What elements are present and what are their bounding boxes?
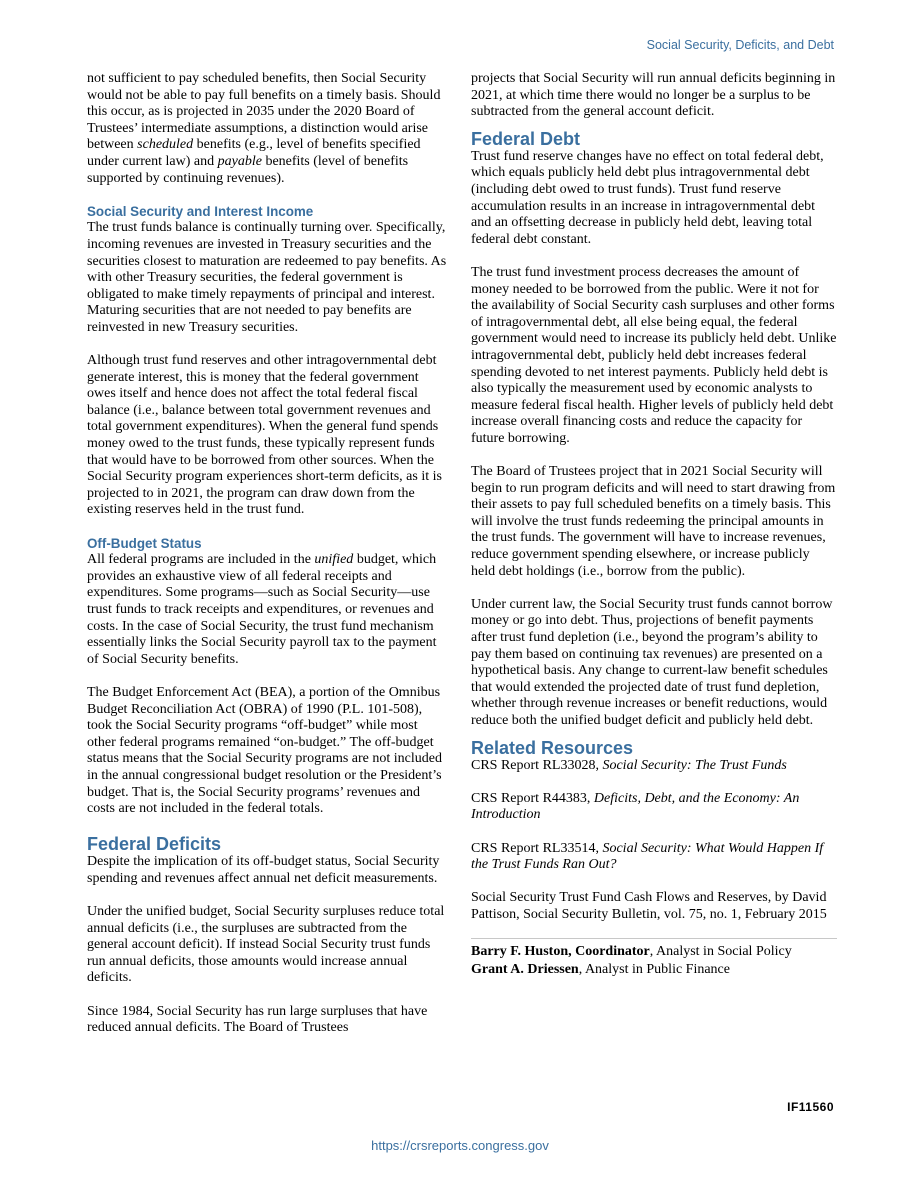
author-role: , Analyst in Social Policy: [649, 943, 792, 959]
author-role: , Analyst in Public Finance: [578, 961, 730, 977]
author-divider: [471, 938, 837, 939]
resource-title[interactable]: Social Security: What Would Happen If the Trust Funds Ran Out?: [471, 840, 824, 873]
author-line: [471, 961, 837, 979]
resource-title[interactable]: Deficits, Debt, and the Economy: An Introduction: [471, 790, 800, 823]
debt-paragraph-3: The Board of Trustees project that in 2021 Social Security will begin to run program deficits and will need to start drawing from their assets to pay full scheduled benefits on a timely basis. This will involve the trust funds redeeming the principal amounts in the trust funds. The government will have to increase revenues, reduce government spending elsewhere, or increase publicly held debt holdings (i.e., borrow from the public).: [471, 464, 836, 579]
author-line: [471, 943, 837, 961]
resource-item[interactable]: [471, 890, 837, 923]
intro-em-payable: payable: [217, 153, 262, 169]
heading-related-resources: Related Resources: [471, 737, 634, 758]
intro-text-a: not sufficient to pay scheduled benefits, then Social Security would not be able to pay full benefits on a timely basis. Should this occur, as is projected in 2035 under the 2020 Board of Trustees’ intermediate assumptions, a distinction would arise between: [87, 71, 441, 153]
off-budget-text-b: budget, which provides an exhaustive view of all federal receipts and expenditures. Some programs—such as Social Security—use trust funds to track receipts and expenditures, or revenues and costs. In the case of Social Security, the trust fund mechanism essentially links the Social Security payroll tax to the payment of Social Security benefits.: [87, 552, 437, 667]
right-column: [471, 71, 837, 979]
author-name: Grant A. Driessen: [471, 961, 579, 977]
debt-paragraph-1: Trust fund reserve changes have no effect on total federal debt, which equals publicly held debt plus intragovernmental debt (including debt owed to trust funds). Trust fund reserve accumulation results in an increase in intragovernmental debt and an offsetting decrease in publicly held debt, leaving total federal debt constant.: [471, 148, 824, 247]
resource-prefix: CRS Report R44383,: [471, 790, 594, 806]
resource-title[interactable]: Social Security: The Trust Funds: [602, 757, 787, 773]
resource-item[interactable]: [471, 758, 837, 775]
heading-off-budget: Off-Budget Status: [87, 535, 202, 551]
debt-paragraph-2: The trust fund investment process decreases the amount of money needed to be borrowed from the public. Were it not for the availability of Social Security cash surpluses and other forms of intragovernmental debt, all else being equal, the federal government would need to increase its publicly held debt. Unlike intragovernmental debt, publicly held debt increases federal spending devoted to net interest payments. Publicly held debt is also typically the measurement used by economic analysts to measure federal fiscal health. Higher levels of publicly held debt increase overall financing costs and reduce the capacity for future borrowing.: [471, 264, 837, 446]
resources-list: [471, 758, 837, 924]
off-budget-paragraph-2: The Budget Enforcement Act (BEA), a portion of the Omnibus Budget Reconciliation Act (OBRA) of 1990 (P.L. 101-508), took the Social Security programs “off-budget” while most other federal programs remained “on-budget.” The off-budget status means that the Social Security programs are not included in the annual congressional budget resolution or the President’s budget. That is, the Social Security programs’ revenues and costs are not included in the federal totals.: [87, 684, 442, 817]
running-header: Social Security, Deficits, and Debt: [646, 38, 834, 52]
left-column: [87, 71, 449, 1037]
interest-paragraph-2: Although trust fund reserves and other intragovernmental debt generate interest, this is money that the federal government owes itself and hence does not affect the total federal fiscal balance (i.e., balance between total government revenues and total government expenditures). When the general fund spends money owed to the trust funds, these typically represent funds that would have to be borrowed from other sources. When the Social Security program experiences short-term deficits, as it is projected to in 2021, the program can draw down from the existing reserves held in the trust fund.: [87, 353, 442, 518]
off-budget-em-unified: unified: [314, 552, 354, 568]
intro-text-b: benefits (e.g., level of benefits specified under current law) and: [87, 137, 421, 169]
continued-paragraph: projects that Social Security will run annual deficits beginning in 2021, at which time there would no longer be a surplus to be subtracted from the general account deficit.: [471, 71, 836, 120]
heading-interest-income: Social Security and Interest Income: [87, 203, 314, 219]
deficits-paragraph-2: Under the unified budget, Social Security surpluses reduce total annual deficits (i.e., the surpluses are subtracted from the general account deficit). If instead Social Security trust funds run annual deficits, those amounts would increase annual deficits.: [87, 904, 445, 986]
authors-block: [471, 943, 837, 979]
resource-item[interactable]: [471, 791, 837, 824]
resource-item[interactable]: [471, 841, 837, 874]
resource-prefix: CRS Report RL33514,: [471, 840, 603, 856]
intro-em-scheduled: scheduled: [137, 137, 194, 153]
intro-paragraph: [87, 71, 449, 187]
heading-federal-deficits: Federal Deficits: [87, 834, 222, 855]
document-id: IF11560: [787, 1100, 834, 1114]
heading-federal-debt: Federal Debt: [471, 128, 581, 149]
deficits-paragraph-3: Since 1984, Social Security has run large surpluses that have reduced annual deficits. The Board of Trustees: [87, 1003, 428, 1036]
off-budget-paragraph-1: [87, 552, 449, 668]
debt-paragraph-4: Under current law, the Social Security trust funds cannot borrow money or go into debt. Thus, projections of benefit payments after trust fund depletion (i.e., beyond the program’s ability to pay them based on continuing tax revenues) are presented on a hypothetical basis. Any change to current-law benefit schedules that would extended the projected date of trust fund depletion, whether through revenue increases or benefit reductions, would reduce both the unified budget deficit and publicly held debt.: [471, 596, 833, 728]
resource-prefix: Social Security Trust Fund Cash Flows and Reserves, by David Pattison, Social Security Bulletin, vol. 75, no. 1, February 2015: [471, 890, 827, 922]
author-name: Barry F. Huston, Coordinator: [471, 943, 650, 959]
intro-text-c: benefits (level of benefits supported by continuing revenues).: [87, 153, 409, 186]
interest-paragraph-1: The trust funds balance is continually turning over. Specifically, incoming revenues are invested in Treasury securities and the securities closest to maturation are redeemed to pay benefits. As with other Treasury securities, the federal government is obligated to make timely repayments of principal and interest. Maturing securities that are not needed to pay benefits are reinvested in new Treasury securities.: [87, 220, 447, 335]
off-budget-text-a: All federal programs are included in the: [87, 552, 315, 568]
deficits-paragraph-1: Despite the implication of its off-budget status, Social Security spending and revenues affect annual net deficit measurements.: [87, 854, 440, 886]
resource-prefix: CRS Report RL33028,: [471, 757, 603, 773]
footer-url-link[interactable]: https://crsreports.congress.gov: [371, 1138, 549, 1153]
